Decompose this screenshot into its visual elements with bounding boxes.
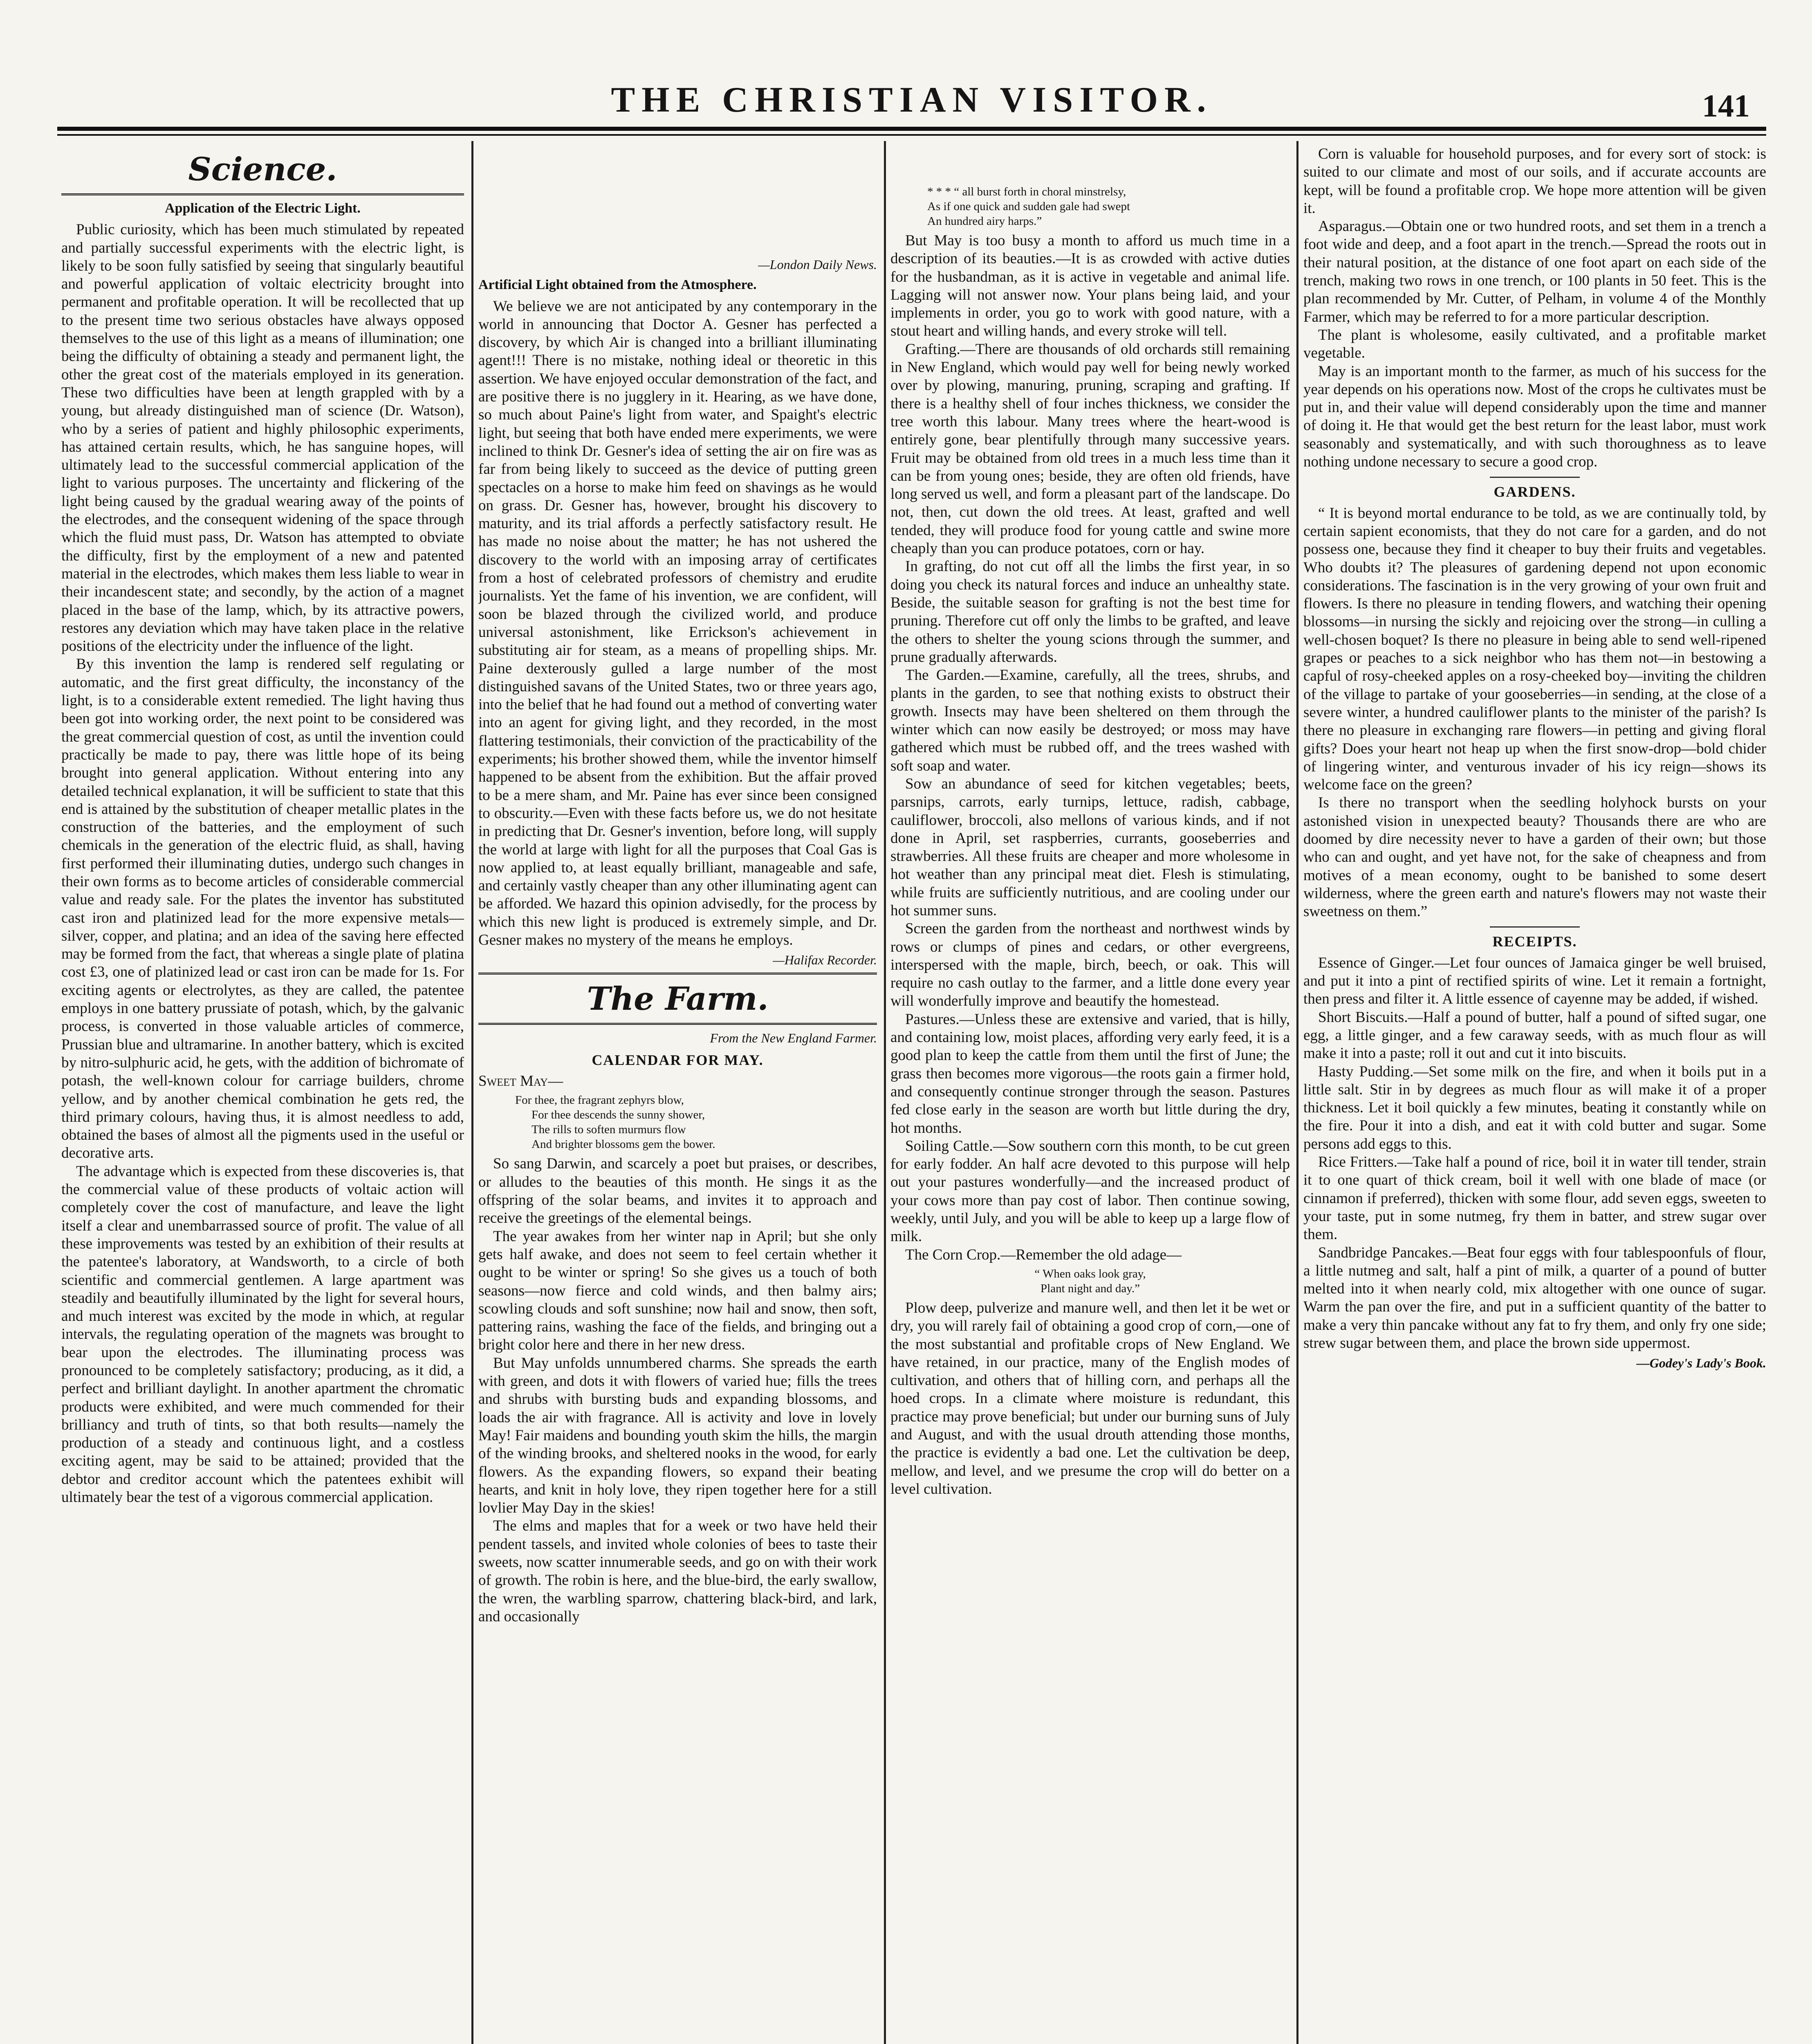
article-paragraph: Screen the garden from the northeast and northwest winds by rows or clumps of pines and cedars, or other evergreens, interspersed with the maple, birch, beech, or oak. This will require no cash outlay to the farmer, and a little done every year will wonderfully improve and beautify the homestead. [890, 920, 1290, 1010]
separator-rule [1490, 926, 1580, 928]
section-rule [478, 1023, 877, 1025]
article-paragraph: The Garden.—Examine, carefully, all the trees, shrubs, and plants in the garden, to see that nothing exists to obstruct their growth. Insects may have been sheltered on them through the winter which can now easily be destroyed; or moss may have gathered which must be rubbed off, and the trees washed with soft soap and water. [890, 667, 1290, 774]
adage [890, 1266, 1290, 1296]
receipt-item: Sandbridge Pancakes.—Beat four eggs with four tablespoonfuls of flour, a little nutmeg and salt, half a pint of milk, a quarter of a pound of butter melted into it when nearly cold, mix altogether with one ounce of sugar. Warm the pan over the fire, and put in a sufficient quantity of the batter to make a very thin pancake without any fat to fry them, and only fry one side; strew sugar between them, and place the brown side uppermost. [1303, 1244, 1766, 1351]
article-paragraph: Corn is valuable for household purposes, and for every sort of stock: is suited to our climate and most of our soils, and if accurate accounts are kept, will be found a profitable crop. We hope more attention will be given it. [1303, 146, 1766, 217]
receipts-title: RECEIPTS. [1492, 933, 1577, 950]
article-paragraph: In grafting, do not cut off all the limbs the first year, in so doing you check its natural forces and induce an unhealthy state. Beside, the suitable season for grafting is not the best time for pruning. Therefore cut off only the limbs to be grafted, and leave the others to shelter the young scions through the summer, and prune gradually afterwards. [890, 558, 1290, 666]
masthead-rule [57, 127, 1766, 131]
page-number: 141 [1702, 88, 1750, 123]
article-paragraph: The year awakes from her winter nap in April; but she only gets half awake, and does not seem to feel certain whether it ought to be winter or spring! So she gives us a touch of both seasons—now fierce and cold winds, and then balmy airs; scowling clouds and soft sunshine; now hail and snow, then soft, pattering rains, washing the face of the fields, and bringing out a bright color here and there in her new dress. [478, 1228, 877, 1354]
poem-line: And brighter blossoms gem the bower. [531, 1138, 715, 1151]
article-paragraph: May is an important month to the farmer, as much of his success for the year depends on his operations now. Most of the crops he cultivates must be put in, and their value will depend considerably upon the time and manner of doing it. He that would get the best return for the least labor, must work seasonably and systematically, and with such thoroughness as to leave nothing undone necessary to secure a good crop. [1303, 363, 1766, 471]
article-paragraph: Pastures.—Unless these are extensive and varied, that is hilly, and containing low, moist places, affording very early feed, it is a good plan to keep the cattle from them until the first of June; the grass then becomes more vigorous—the roots gain a firmer hold, and consequently continue stronger through the season. Pastures fed close early in the season are worth but little during the dry, hot months. [890, 1011, 1290, 1136]
section-heading-science: Science. [188, 151, 337, 188]
masthead [57, 74, 1766, 135]
receipt-item: Rice Fritters.—Take half a pound of rice, boil it in water till tender, strain it to one quart of thick cream, boil it well with one blade of mace (or cinnamon if preferred), thicken with some flour, add seven eggs, sweeten to your taste, put in some nutmeg, fry them in batter, and strew sugar over them. [1303, 1154, 1766, 1243]
masthead-rule-thin [57, 134, 1766, 136]
poem-line: An hundred airy harps.” [927, 215, 1042, 228]
gardens-title: GARDENS. [1494, 484, 1576, 500]
article-paragraph: Plow deep, pulverize and manure well, and then let it be wet or dry, you will rarely fail of obtaining a good crop of corn,—one of the most substantial and profitable crops of New England. We have retained, in our practice, many of the English modes of cultivation, and others that of hilling corn, and perhaps all the hoed crops. In a climate where moisture is redundant, this practice may prove beneficial; but under our burning suns of July and August, and with the usual drouth attending those months, the practice is evidently a bad one. Let the cultivation be deep, mellow, and level, and we presume the crop will do better on a level cultivation. [890, 1299, 1290, 1497]
separator-rule [1490, 477, 1580, 478]
poem [890, 184, 1290, 229]
poem-line: * * * “ all burst forth in choral minstrelsy, [927, 185, 1126, 198]
section-rule [61, 193, 464, 195]
poem-line: For thee, the fragrant zephyrs blow, [515, 1094, 684, 1107]
column-3 [890, 145, 1290, 2044]
poem-line: For thee descends the sunny shower, [531, 1108, 705, 1122]
column-divider [1296, 141, 1298, 2044]
column-1 [61, 145, 464, 2044]
adage-line: Plant night and day.” [1041, 1282, 1140, 1295]
article-continuation [478, 145, 877, 254]
receipt-item: Essence of Ginger.—Let four ounces of Jamaica ginger be well bruised, and put it into a pint of rectified spirits of wine. Let it remain a fortnight, then press and filter it. A little essence of cayenne may be added, if wished. [1303, 954, 1766, 1008]
poem-line: The rills to soften murmurs flow [531, 1123, 686, 1136]
article-paragraph: The elms and maples that for a week or two have held their pendent tassels, and invited whole colonies of bees to taste their sweets, now scatter innumerable seeds, and go on with their work of growth. The robin is here, and the blue-bird, the early swallow, the wren, the warbling sparrow, chattering black-bird, and lark, and occasionally [478, 1517, 877, 1625]
article-title: Artificial Light obtained from the Atmosphere. [478, 277, 757, 293]
article-paragraph: So sang Darwin, and scarcely a poet but praises, or describes, or alludes to the beauties of this month. He sings it as the offspring of the solar beams, and invites it to approach and receive the greetings of the elemental beings. [478, 1155, 877, 1227]
article-title: Application of the Electric Light. [165, 201, 361, 216]
section-rule [478, 973, 877, 975]
article-paragraph: Sow an abundance of seed for kitchen vegetables; beets, parsnips, carrots, early turnips, lettuce, radish, cabbage, cauliflower, broccoli, also mellons of various kinds, and if not done in April, set raspberries, currants, gooseberries and strawberries. All these fruits are cheaper and more wholesome in hot weather than any principal meat diet. Flesh is stimulating, while fruits are sufficiently nutritious, and are cooling under our hot summer suns. [890, 775, 1290, 919]
reprint-credit: From the New England Farmer. [710, 1030, 877, 1045]
article-paragraph: Grafting.—There are thousands of old orchards still remaining in New England, which would pay well for being newly worked over by plowing, manuring, pruning, scraping and grafting. If there is a healthy shell of four inches thickness, we consider the tree worth this labour. Many trees where the heart-wood is entirely gone, bear plentifully through many successive years. Fruit may be obtained from old trees in a much less time than it can be from young ones; beside, they are often old friends, have long served us well, and form a pleasant part of the landscape. Do not, then, cut down the old trees. At least, grafted and well tended, they will produce food for young cattle and swine more cheaply than you can produce potatoes, corn or hay. [890, 341, 1290, 557]
article-paragraph: Asparagus.—Obtain one or two hundred roots, and set them in a trench a foot wide and deep, and a foot apart in the trench.—Spread the roots out in their natural position, at the distance of one foot apart on each side of the trench, making two rows in one trench, or 100 plants in 50 feet. This is the plan recommended by Mr. Cutter, of Pelham, in volume 4 of the Monthly Farmer, which may be referred to for a more particular description. [1303, 218, 1766, 325]
article-paragraph: But May unfolds unnumbered charms. She spreads the earth with green, and dots it with flowers of varied hue; fills the trees and shrubs with bursting buds and expanding blossoms, and loads the air with fragrance. All is activity and love in lovely May! Fair maidens and bounding youth skim the hills, the margin of the winding brooks, and sheltered nooks in the wood, for early flowers. As the expanding flowers, so expand their beating hearts, and knit in holy love, they ripen together here for a still lovlier May Day in the skies! [478, 1354, 877, 1517]
column-4 [1303, 145, 1766, 2044]
article-continuation [890, 145, 1290, 182]
article-paragraph: Public curiosity, which has been much stimulated by repeated and partially successful experiments with the electric light, is likely to be soon fully satisfied by seeing that singularly beautiful and powerful application of voltaic electricity brought into permanent and profitable operation. It will be recollected that up to the present time two serious obstacles have always opposed themselves to the use of this light as a means of illumination; one being the difficulty of obtaining a steady and permanent light, the other the great cost of the materials employed in its generation. These two difficulties have been at length grappled with by a young, but already distinguished man of science (Dr. Watson), who by a series of patient and highly philosophic experiments, has attained certain results, which, he has sanguine hopes, will ultimately lead to the successful commercial application of the light to various purposes. The uncertainty and flickering of the light being caused by the gradual wearing away of the points of the electrodes, and the consequent widening of the space through which the fluid must pass, Dr. Watson has attempted to obviate the difficulty, first by the employment of a new and patented material in the electrodes, which makes them less liable to wear in their incandescent state; and secondly, by the action of a magnet placed in the base of the lamp, which, by its attractive powers, restores any deviation which may have taken place in the relative positions of the electricity under the influence of the light. [61, 221, 464, 655]
column-divider [471, 141, 473, 2044]
section-heading-farm: The Farm. [587, 980, 769, 1018]
article-source: —Godey's Lady's Book. [1636, 1356, 1766, 1371]
article-paragraph: The plant is wholesome, easily cultivated, and a profitable market vegetable. [1303, 326, 1766, 362]
adage-line: “ When oaks look gray, [1034, 1267, 1146, 1280]
article-paragraph: By this invention the lamp is rendered self regulating or automatic, and the first great difficulty, the inconstancy of the light, is to a considerable extent remedied. The light having thus been got into working order, the next point to be considered was the great commercial question of cost, as until the invention could practically be made to pay, there was little hope of its being brought into general application. Without entering into any detailed technical explanation, it will be sufficient to state that this end is attained by the substitution of cheaper metallic plates in the construction of the batteries, and the employment of such chemicals in the generation of the electric fluid, as shall, having first performed their illuminating duties, undergo such changes in their own forms as to become articles of considerable commercial value and ready sale. For the plates the inventor has substituted cast iron and platinized lead for the more expensive metals—silver, copper, and platina; and an idea of the saving here effected may be formed from the fact, that whereas a single plate of platina cost £3, one of platinized lead or cast iron can be made for 1s. For exciting agents or electrolytes, as they are called, the patentee employs in one battery prussiate of potash, which, by the galvanic process, is converted in those valuable articles of commerce, Prussian blue and ultramarine. In another battery, which is excited by nitro-sulphuric acid, he gets, with the addition of bichromate of potash, the well-known colour for carriage builders, chrome yellow, and by another chemical combination he gets red, the third primary colours, having thus, it is almost needless to add, obtained the bases of almost all the pigments used in the useful or decorative arts. [61, 656, 464, 1162]
newspaper-title: THE CHRISTIAN VISITOR. [611, 80, 1213, 120]
poem [478, 1093, 877, 1152]
article-paragraph: Soiling Cattle.—Sow southern corn this month, to be cut green for early fodder. An half acre devoted to this purpose will help out your pastures wonderfully—and the increased product of your cows more than pay cost of labor. Then continue sowing, weekly, until July, and you will be able to keep up a large flow of milk. [890, 1137, 1290, 1245]
article-paragraph: The advantage which is expected from these discoveries is, that the commercial value of these products of voltaic action will completely cover the cost of manufacture, and leave the light itself a clear and unembarrassed source of profit. The value of all these improvements was tested by an exhibition of their results at the patentee's laboratory, at Wandsworth, to a circle of both scientific and commercial gentlemen. A large apartment was steadily and beautifully illuminated by the light for several hours, and much interest was excited by the mode in which, at regular intervals, the regulating operation of the magnets was brought to bear upon the electrodes. The illuminating process was pronounced to be completely satisfactory; producing, as it did, a perfect and brilliant daylight. In another apartment the chromatic products were exhibited, and were much commended for their brilliancy and truth of tints, so that both results—namely the production of a steady and continuous light, and a costless exciting agent, may be said to be attained; provided that the debtor and creditor account which the patentees exhibit will ultimately bear the test of a vigorous commercial application. [61, 1163, 464, 1506]
column-2 [478, 145, 877, 2044]
article-paragraph: “ It is beyond mortal endurance to be told, as we are continually told, by certain sapient economists, that they do not care for a garden, and do not possess one, because they find it cheaper to buy their fruits and vegetables. Who doubts it? The pleasures of gardening depend not upon economic considerations. The fascination is in the very growing of your own fruit and flowers. Is there no pleasure in tending flowers, and watching their opening blossoms—in nursing the sickly and rejoicing over the strong—in culling a well-chosen boquet? Is there no pleasure in being able to send well-ripened grapes or peaches to a sick neighbor who has them not—in bestowing a capful of rosy-cheeked apples on a rosy-cheeked boy—inviting the children of the village to partake of your gooseberries—in sending, at the close of a severe winter, a hundred cauliflower plants to the minister of the parish? Is there no pleasure in exchanging rare flowers—in petting and giving floral gifts? Does your heart not heap up when the first snow-drop—bold chider of lingering winter, and venturous invader of his icy reign—shows its welcome face on the green? [1303, 504, 1766, 793]
poem-line: As if one quick and sudden gale had swept [927, 200, 1130, 213]
receipt-item: Short Biscuits.—Half a pound of butter, half a pound of sifted sugar, one egg, a little ginger, and a few caraway seeds, with as much flour as will make it into a paste; roll it out and cut it into biscuits. [1303, 1009, 1766, 1062]
article-paragraph: The Corn Crop.—Remember the old adage— [905, 1246, 1182, 1263]
article-paragraph: We believe we are not anticipated by any contemporary in the world in announcing that Doctor A. Gesner has perfected a discovery, by which Air is changed into a brilliant illuminating agent!!! There is no mistake, nothing ideal or theoretic in this assertion. We have enjoyed occular demonstration of the fact, and are positive there is no jugglery in it. Hearing, as we have done, so much about Paine's light from water, and Spaight's electric light, but seeing that both have ended mere experiments, we were inclined to think Dr. Gesner's idea of setting the air on fire was as far from being likely to succeed as the device of putting green spectacles on a horse to make him feed on shavings as he would on grass. Dr. Gesner has, however, brought his discovery to maturity, and its trial affords a perfectly satisfactory result. He has made no noise about the matter; he has not ushered the discovery to the world with an imposing array of certificates from a host of celebrated professors of chemistry and erudite journalists. Yet the fame of his invention, we are confident, will soon be blazed through the civilized world, and produce universal astonishment, like Errickson's achievement in substituting air for steam, as a means of propelling ships. Mr. Paine dexterously gulled a large number of the most distinguished savans of the United States, two or three years ago, into the belief that he had found out a method of converting water into an agent for giving light, and they recorded, in the most flattering testimonials, their conviction of the practicability of the experiments; his brother showed them, while the inventor himself happened to be absent from the exhibition. But the affair proved to be a mere sham, and Mr. Paine has ever since been consigned to obscurity.—Even with these facts before us, we do not hesitate in predicting that Dr. Gesner's invention, before long, will supply the world at large with light for all the purposes that Coal Gas is now applied to, at least equally brilliant, manageable and safe, and certainly vastly cheaper than any other illuminating agent can be afforded. We hazard this opinion advisedly, for the process by which this new light is produced is extremely simple, and Dr. Gesner makes no mystery of the means he employs. [478, 298, 877, 948]
article-source: —Halifax Recorder. [773, 953, 877, 968]
calendar-title: CALENDAR FOR MAY. [592, 1051, 764, 1068]
article-paragraph: But May is too busy a month to afford us much time in a description of its beauties.—It is as crowded with active duties for the husbandman, as it is active in vegetable and animal life. Lagging will not answer now. Your plans being laid, and your implements in order, you go to work with good nature, with a stout heart and willing hands, and every stroke will tell. [890, 232, 1290, 340]
receipt-item: Hasty Pudding.—Set some milk on the fire, and when it boils put in a little salt. Stir in by degrees as much flour as will make it of a proper thickness. Let it boil quickly a few minutes, beating it constantly while on the fire. Pour it into a dish, and eat it with cold butter and sugar. Some persons add eggs to this. [1303, 1063, 1766, 1152]
poem-opening: Sweet May— [478, 1073, 563, 1090]
article-source: —London Daily News. [758, 257, 877, 272]
article-paragraph: Is there no transport when the seedling holyhock bursts on your astonished vision in unexpected beauty? Thousands there are who are doomed by dire necessity never to have a garden of their own; but those who can and ought, and yet have not, for the sake of cheapness and from motives of a mean economy, ought to be banished to some desert wilderness, where the green earth and nature's flowers may not waste their sweetness on them.” [1303, 794, 1766, 920]
column-divider [884, 141, 886, 2044]
